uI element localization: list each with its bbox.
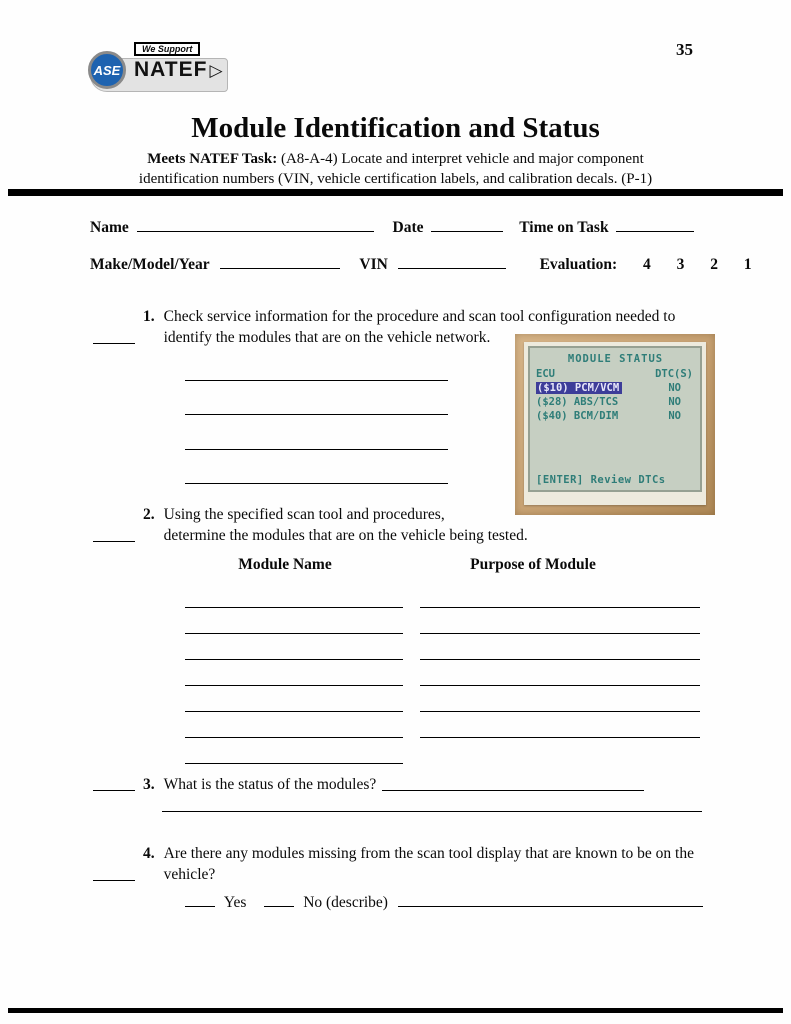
page-number: 35 (676, 40, 693, 59)
answer-line (420, 608, 700, 634)
yes-no-row (185, 894, 703, 912)
task-text-1: (A8-A-4) Locate and interpret vehicle and major component (277, 151, 644, 167)
natef-row (134, 58, 223, 82)
no-blank (264, 894, 294, 907)
screen-module-dtc: NO (668, 396, 681, 408)
question-1-answer-lines (185, 346, 448, 484)
bottom-divider-rule (8, 1008, 783, 1013)
logo-text-group (134, 42, 223, 82)
screen-footer: [ENTER] Review DTCs (536, 474, 666, 486)
screen-module-dtc: NO (668, 382, 681, 394)
screen-dtc-header: DTC(S) (655, 368, 693, 380)
answer-line (420, 660, 700, 686)
scan-tool-photo (515, 334, 715, 515)
answer-line (185, 608, 403, 634)
natef-logo (88, 42, 238, 104)
question-3-check-blank (93, 778, 135, 791)
make-vin-row (90, 256, 752, 274)
answer-line (185, 415, 448, 450)
screen-module-row (536, 410, 695, 422)
natef-label: NATEF (134, 58, 208, 81)
top-divider-rule (8, 189, 783, 196)
scan-tool-screen (528, 346, 702, 492)
question-4-number: 4. (143, 845, 155, 862)
question-3-answer-line-2 (162, 786, 702, 812)
question-1-text: Check service information for the procedure and scan tool configuration needed to identify the modules that are on the vehicle network. (163, 308, 676, 346)
screen-ecu-header: ECU (536, 368, 555, 380)
purpose-of-module-column-header: Purpose of Module (470, 556, 596, 573)
answer-line (185, 381, 448, 416)
name-blank (137, 219, 374, 232)
screen-module-row (536, 382, 695, 394)
screen-module-dtc: NO (668, 410, 681, 422)
answer-line (420, 712, 700, 738)
question-2-text (164, 504, 709, 546)
page-title: Module Identification and Status (191, 112, 600, 144)
evaluation-2: 2 (710, 256, 718, 273)
answer-line (420, 634, 700, 660)
describe-answer-blank (398, 894, 703, 907)
question-2-check-blank (93, 529, 135, 542)
natef-task-statement (0, 149, 791, 189)
screen-module-name: ($40) BCM/DIM (536, 410, 619, 422)
screen-module-name: ($28) ABS/TCS (536, 396, 619, 408)
question-2 (93, 504, 709, 546)
evaluation-label: Evaluation: (539, 256, 618, 273)
question-1-number: 1. (143, 308, 155, 325)
answer-line (185, 738, 403, 764)
no-describe-label: No (describe) (303, 894, 388, 911)
answer-line (420, 686, 700, 712)
question-4-check-blank (93, 868, 135, 881)
screen-module-name-highlighted: ($10) PCM/VCM (536, 382, 622, 394)
ase-logo-icon: ASE (88, 51, 126, 89)
answer-line (420, 582, 700, 608)
date-blank (431, 219, 503, 232)
screen-header-row (536, 368, 695, 380)
purpose-of-module-answer-lines (420, 582, 700, 738)
make-model-year-blank (220, 256, 340, 269)
make-model-year-label: Make/Model/Year (90, 256, 210, 273)
module-name-column-header: Module Name (238, 556, 332, 573)
task-line-2: identification numbers (VIN, vehicle certification labels, and calibration decals. (P-1) (138, 171, 653, 187)
question-3-number: 3. (143, 776, 155, 793)
question-3-text: What is the status of the modules? (163, 776, 377, 793)
date-label: Date (392, 219, 424, 236)
name-date-row (90, 219, 694, 237)
yes-blank (185, 894, 215, 907)
evaluation-3: 3 (676, 256, 685, 273)
scan-tool-bezel (524, 342, 706, 505)
question-2-line-1: Using the specified scan tool and procedures, (163, 506, 445, 523)
time-on-task-blank (616, 219, 694, 232)
question-2-number: 2. (143, 506, 155, 523)
vin-label: VIN (359, 256, 388, 273)
question-4 (93, 843, 714, 885)
module-name-answer-lines (185, 582, 403, 764)
question-4-text: Are there any modules missing from the scan tool display that are known to be on the vehicle? (163, 845, 694, 883)
answer-line (185, 582, 403, 608)
we-support-label: We Support (134, 42, 200, 56)
screen-module-row (536, 396, 695, 408)
vin-blank (398, 256, 506, 269)
screen-title: MODULE STATUS (567, 353, 664, 365)
answer-line (185, 634, 403, 660)
answer-line (185, 346, 448, 381)
answer-line (185, 686, 403, 712)
task-label: Meets NATEF Task: (147, 151, 278, 167)
yes-label: Yes (223, 894, 247, 911)
arrow-right-icon: ▷ (209, 60, 223, 80)
evaluation-1: 1 (743, 256, 752, 273)
answer-line (185, 712, 403, 738)
question-2-line-2: determine the modules that are on the vehicle being tested. (163, 527, 528, 544)
task-line-1 (0, 149, 791, 169)
name-label: Name (90, 219, 129, 236)
time-on-task-label: Time on Task (519, 219, 609, 236)
answer-line (185, 450, 448, 485)
answer-line (185, 660, 403, 686)
question-1-check-blank (93, 331, 135, 344)
evaluation-4: 4 (642, 256, 651, 273)
